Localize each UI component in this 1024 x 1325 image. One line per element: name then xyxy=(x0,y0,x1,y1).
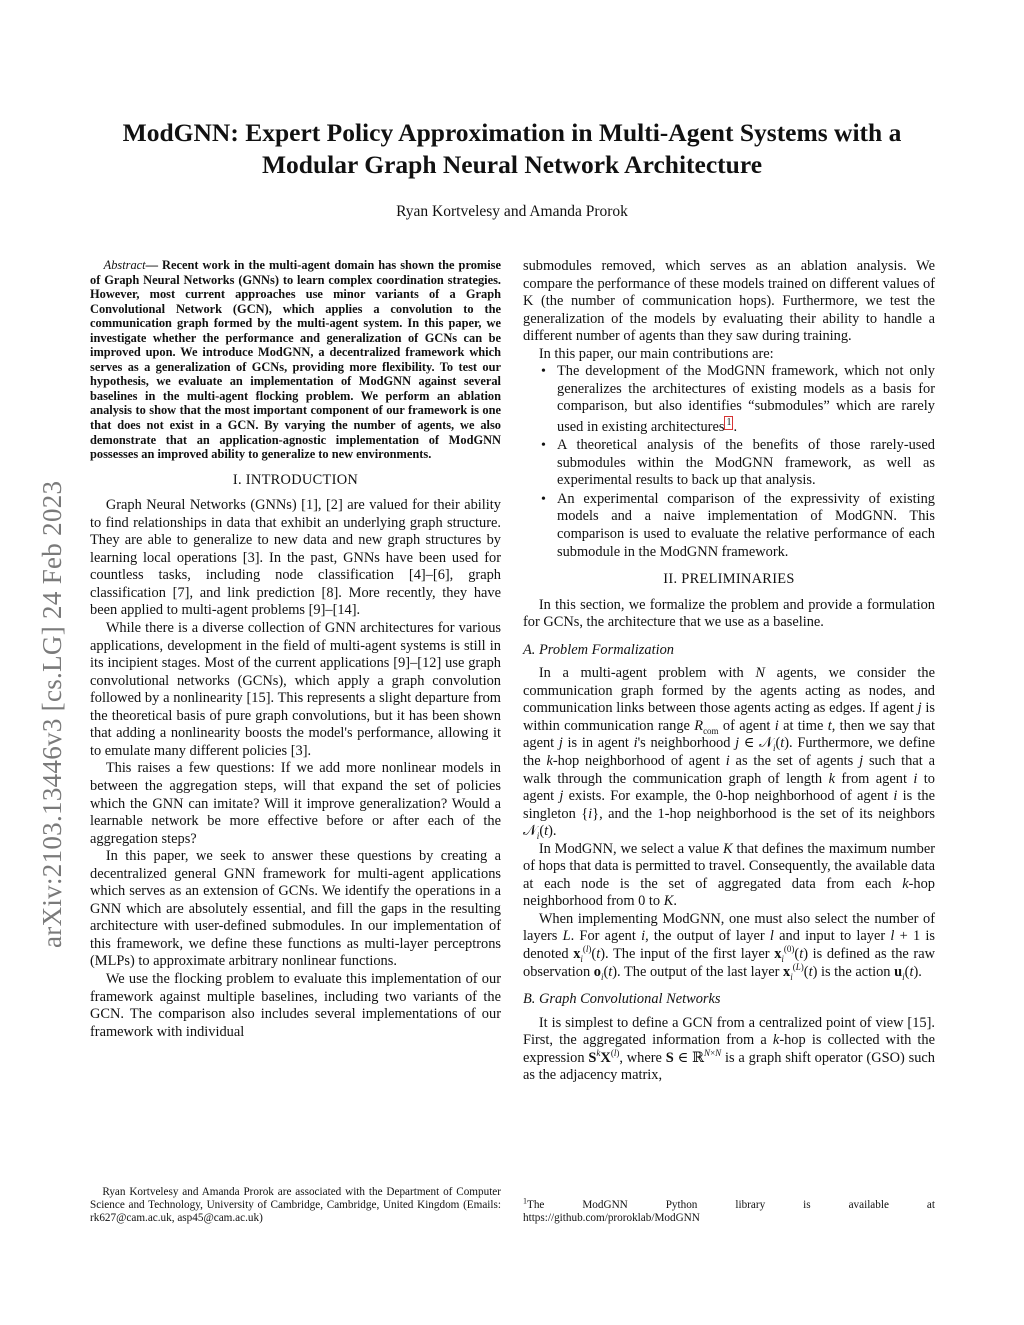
title-line-2: Modular Graph Neural Network Architecture xyxy=(261,150,763,179)
footnote-url[interactable]: https://github.com/proroklab/ModGNN xyxy=(523,1212,700,1224)
paper-title xyxy=(80,117,944,181)
problem-paragraph-1: In a multi-agent problem with N agents, we consider the communication graph formed by the agents acting as nodes, and communication links between those agents acting as edges. If agent j is within communication range $R_{com}$ of agent i at time t, then we say that agent j is in agent i's neighborhood j ∈ 𝒩$_i$(t). Furthermore, we define the k-hop neighborhood of agent i as the set of agents j such that a walk through the communication graph of length k from agent i to agent j exists. For example, the 0-hop neighborhood of agent i is the singleton {i}, and the 1-hop neighborhood is the set of its neighbors 𝒩$_i$(t). xyxy=(523,665,936,842)
subsection-heading-problem-formalization: A. Problem Formalization xyxy=(523,641,674,658)
footnote-word: $^1$The xyxy=(523,1196,545,1211)
authors: Ryan Kortvelesy and Amanda Prorok xyxy=(396,203,628,220)
prelim-paragraph-1: In this section, we formalize the problem and provide a formulation for GCNs, the architecture that we use as a baseline. xyxy=(523,596,935,631)
abstract xyxy=(90,258,501,462)
footnote-library-line xyxy=(523,1196,935,1212)
footnote-mark: 1 xyxy=(523,1196,527,1206)
footnote-word: available xyxy=(848,1199,889,1211)
footnote-word: library xyxy=(735,1199,766,1211)
arxiv-stamp xyxy=(28,300,72,950)
title-line-1: ModGNN: Expert Policy Approximation in Multi-Agent Systems with a xyxy=(122,118,902,147)
section-heading-introduction: I. INTRODUCTION xyxy=(232,471,359,488)
gcn-paragraph-1: It is simplest to define a GCN from a centralized point of view [15]. First, the aggregated information from a k-hop is collected with the expression $S^kX^{(l)}$, where S ∈ ℝ$^{N\times N}$ is a graph shift operator (GSO) such as the adjacency matrix, xyxy=(523,1014,936,1084)
problem-paragraph-3: When implementing ModGNN, one must also select the number of layers L. For agent i, the output of layer l and input to layer l + 1 is denoted $x_i^{(l)}(t)$. The input of the first layer $x_i^{(0)}(t)$ is defined as the raw observation $o_i(t)$. The output of the last layer $x_i^{(L)}(t)$ is the action $u_i(t)$. xyxy=(523,910,936,982)
contributions-list xyxy=(523,363,935,561)
footnote-word: ModGNN xyxy=(582,1199,628,1211)
intro-paragraph-2: While there is a diverse collection of GNN architectures for various applications, development in the field of multi-agent systems is still in its incipient stages. Most of the current applications [9]–[12] use graph convolutional networks (GCNs), which apply a graph convolution followed by a nonlinearity [15]. This represents a slight departure from the theoretical basis of pure graph convolutions, but it has been shown that adding a nonlinearity boosts the model's performance, allowing it to emulate many different policies [3]. xyxy=(90,620,501,759)
subsection-heading-gcn: B. Graph Convolutional Networks xyxy=(523,991,721,1008)
footnote-word: is xyxy=(803,1199,811,1211)
intro-paragraph-3: This raises a few questions: If we add more nonlinear models in between the aggregation steps, will that expand the set of policies which the GNN can imitate? Will it improve generalization? Would a learnable network be more effective before or after each of the aggregation steps? xyxy=(90,760,501,847)
intro-paragraph-4: In this paper, we seek to answer these questions by creating a decentralized general GNN framework for multi-agent applications which serves as an extension of GCNs. We identify the operations in a GNN which are absolutely essential, and fill the gaps in the resulting architecture with user-defined submodules. In our implementation of this framework, we define these functions as multi-layer perceptrons (MLPs) to approximate arbitrary nonlinear functions. xyxy=(90,848,501,970)
intro-paragraph-5: We use the flocking problem to evaluate this implementation of our framework against multiple baselines, including two variants of the GCN. The comparison also includes several implementations of our framework with individual xyxy=(90,970,501,1040)
footnote-word: at xyxy=(926,1199,935,1211)
abstract-text: — Recent work in the multi-agent domain has shown the promise of Graph Neural Networks (GNNs) to learn complex coordination strategies. However, most current approaches use minor variants of a Graph Convolutional Network (GCN), which applies a convolution to the communication graph formed by the multi-agent system. In this paper, we investigate whether the performance and generalization of GCNs can be improved upon. We introduce ModGNN, a decentralized framework which serves as a generalization of GCNs, providing more flexibility. To test our hypothesis, we evaluate an implementation of ModGNN against several baselines in the multi-agent flocking problem. We perform an ablation analysis to show that the most important component of our framework is one that does not exist in a GCN. By varying the number of agents, we also demonstrate that an application-agnostic implementation of ModGNN possesses an improved ability to generalize to new environments. xyxy=(90,258,501,462)
contribution-item: • A theoretical analysis of the benefits of those rarely-used submodules within the ModGNN framework, as well as experimental results to back up that analysis. xyxy=(557,437,935,490)
footnote-link[interactable]: 1 xyxy=(726,416,732,428)
footnote-library xyxy=(523,1196,935,1225)
footnote-affiliation: Ryan Kortvelesy and Amanda Prorok are associated with the Department of Computer Science and Technology, University of Cambridge, Cambridge, United Kingdom (Emails: rk627@cam.ac.uk, asp45@cam.ac.uk) xyxy=(90,1186,501,1224)
right-paragraph-2: In this paper, our main contributions are: xyxy=(538,345,774,362)
intro-paragraph-1: Graph Neural Networks (GNNs) [1], [2] are valued for their ability to find relationships in data that exhibit an underlying graph structure. They are able to generalize to new data and new graph structures by learning local operations [3]. In the past, GNNs have been used for countless tasks, including node classification [4]–[6], graph classification [7], and link prediction [8]. More recently, they have been applied to multi-agent problems [9]–[14]. xyxy=(90,497,501,619)
left-column xyxy=(90,258,501,1041)
arxiv-stamp-text: arXiv:2103.13446v3 [cs.LG] 24 Feb 2023 xyxy=(37,480,67,948)
abstract-lead: Abstract xyxy=(103,258,146,272)
contribution-item: • The development of the ModGNN framework, which not only generalizes the architectures of existing models as a basis for comparison, but also identifies “submodules” which are rarely used in existing architectures 1 . xyxy=(557,363,935,436)
contribution-item: • An experimental comparison of the expressivity of existing models and a naive implementation of ModGNN. This comparison is used to evaluate the relative performance of each submodule in the ModGNN framework. xyxy=(557,491,935,561)
footnote-word: Python xyxy=(665,1199,698,1211)
problem-paragraph-2: In ModGNN, we select a value K that defines the maximum number of hops that data is permitted to travel. Consequently, the available data at each node is the set of aggregated data from each k-hop neighborhood from 0 to K. xyxy=(523,840,935,910)
section-heading-preliminaries: II. PRELIMINARIES xyxy=(663,571,795,588)
right-column xyxy=(523,258,935,1085)
right-paragraph-1: submodules removed, which serves as an ablation analysis. We compare the performance of these models trained on different values of K (the number of communication hops). Furthermore, we test the generalization of the models by evaluating their ability to handle a different number of agents than they saw during training. xyxy=(523,258,935,345)
